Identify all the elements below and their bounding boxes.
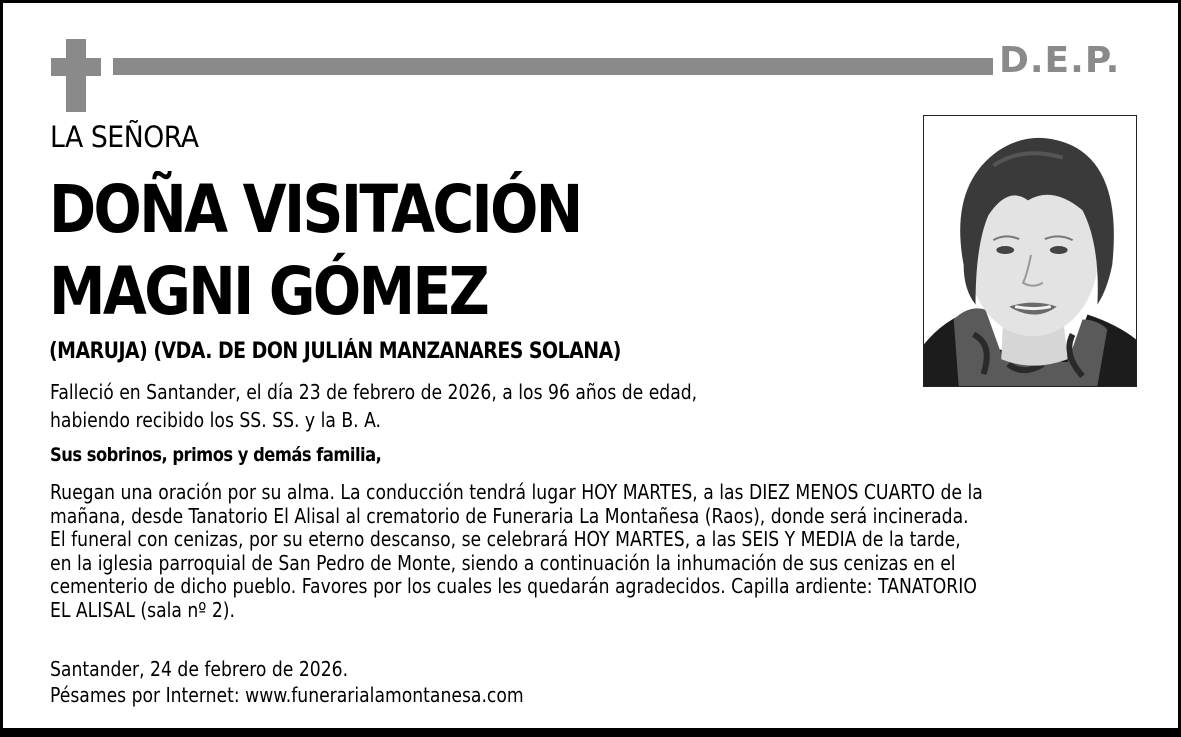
- death-notice: [50, 378, 697, 434]
- dep-label: D.E.P.: [999, 40, 1121, 81]
- footer: [50, 656, 524, 708]
- portrait-photo-image: [924, 116, 1136, 386]
- deceased-alias: (MARUJA) (VDA. DE DON JULIÁN MANZANARES SOLANA): [49, 339, 621, 364]
- service-details-line: El funeral con cenizas, por su eterno descanso, se celebrará HOY MARTES, a las SEIS Y MEDIA de la tarde,: [50, 527, 961, 551]
- service-details-line: en la iglesia parroquial de San Pedro de Monte, siendo a continuación la inhumación de sus cenizas en el: [50, 550, 956, 575]
- service-details-line: cementerio de dicho pueblo. Favores por los cuales les quedarán agradecidos. Capilla ardiente: TANATORIO: [50, 574, 977, 598]
- deceased-name: [49, 169, 581, 333]
- header-divider: [113, 58, 993, 75]
- place-date: Santander, 24 de febrero de 2026.: [50, 657, 349, 681]
- service-details-line: Ruegan una oración por su alma. La conducción tendrá lugar HOY MARTES, a las DIEZ MENOS CUARTO de la: [50, 480, 983, 504]
- family-statement: Sus sobrinos, primos y demás familia,: [50, 444, 382, 466]
- death-notice-line: Falleció en Santander, el día 23 de febrero de 2026, a los 96 años de edad,: [50, 380, 698, 404]
- service-details: [50, 481, 983, 622]
- death-notice-line: habiendo recibido los SS. SS. y la B. A.: [50, 408, 382, 432]
- honorific-title: LA SEÑORA: [50, 120, 199, 154]
- deceased-name-line-1: DOÑA VISITACIÓN: [49, 171, 581, 248]
- deceased-name-line-2: MAGNI GÓMEZ: [49, 253, 488, 330]
- service-details-line: EL ALISAL (sala nº 2).: [50, 597, 235, 622]
- service-details-line: mañana, desde Tanatorio El Alisal al crematorio de Funeraria La Montañesa (Raos), donde será incinerada.: [50, 503, 969, 528]
- cross-horizontal-bar: [51, 58, 101, 76]
- portrait-photo: [923, 115, 1137, 387]
- condolences-link[interactable]: Pésames por Internet: www.funerarialamontanesa.com: [50, 683, 524, 707]
- cross-icon: [51, 39, 101, 112]
